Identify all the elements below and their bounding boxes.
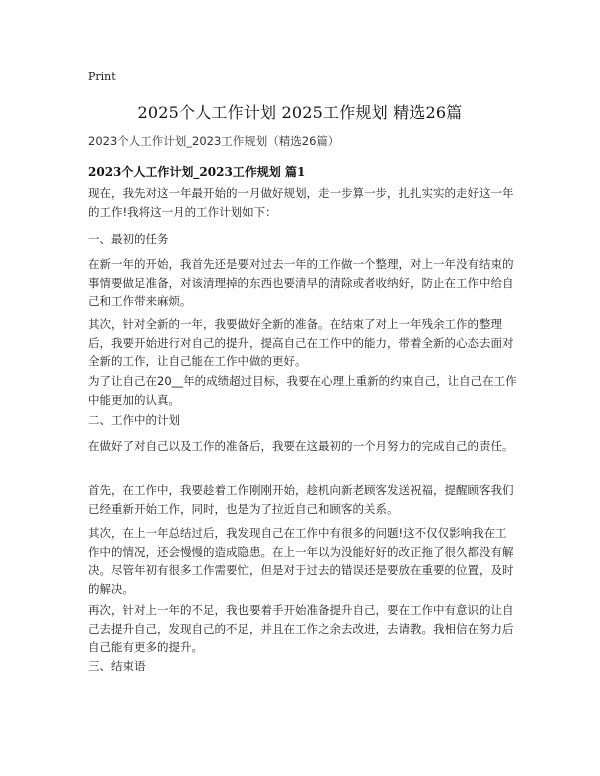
paragraph-customers: 首先，在工作中，我要趁着工作刚刚开始，趁机向新老顾客发送祝福，提醒顾客我们已经重新开始工作，同时，也是为了拉近自己和顾客的关系。: [88, 483, 514, 516]
paragraph-responsibility: 在做好了对自己以及工作的准备后，我要在这最初的一个月努力的完成自己的责任。: [88, 439, 514, 453]
document-subtitle: 2023个人工作计划_2023工作规划（精选26篇）: [88, 134, 340, 148]
heading-initial-tasks: 一、最初的任务: [88, 232, 169, 246]
paragraph-goal: 为了让自己在20__年的成绩超过目标，我要在心理上重新的约束自己，让自己在工作中能更加的认真。: [88, 374, 517, 407]
heading-conclusion: 三、结束语: [88, 659, 146, 673]
section-heading: 2023个人工作计划_2023工作规划 篇1: [88, 165, 306, 179]
page-title: 2025个人工作计划 2025工作规划 精选26篇: [137, 103, 463, 122]
print-label[interactable]: Print: [88, 70, 116, 83]
paragraph-initial-tasks: 在新一年的开始，我首先还是要对过去一年的工作做一个整理，对上一年没有结束的事情要做足准备，对该清理掉的东西也要清早的清除或者收纳好，防止在工作中给自己和工作带来麻烦。: [88, 257, 514, 308]
paragraph-intro: 现在，我先对这一年最开始的一月做好规划，走一步算一步，扎扎实实的走好这一年的工作!我将这一月的工作计划如下：: [88, 186, 514, 219]
paragraph-new-year-prep: 其次，针对全新的一年，我要做好全新的准备。在结束了对上一年残余工作的整理后，我要开始进行对自己的提升，提高自己在工作中的能力，带着全新的心态去面对全新的工作，让自己能在工作中做的更好。: [88, 317, 514, 368]
heading-work-plan: 二、工作中的计划: [88, 413, 180, 427]
paragraph-improvement: 再次，针对上一年的不足，我也要着手开始准备提升自己，要在工作中有意识的让自己去提升自己，发现自己的不足，并且在工作之余去改进，去请教。我相信在努力后自己能有更多的提升。: [88, 603, 514, 654]
paragraph-problems: 其次，在上一年总结过后，我发现自己在工作中有很多的问题!这不仅仅影响我在工作中的情况，还会慢慢的造成隐患。在上一年以为没能好好的改正拖了很久都没有解决。尽管年初有很多工作需要忙，但是对于过去的错误还是要放在重要的位置，及时的解决。: [88, 526, 514, 596]
